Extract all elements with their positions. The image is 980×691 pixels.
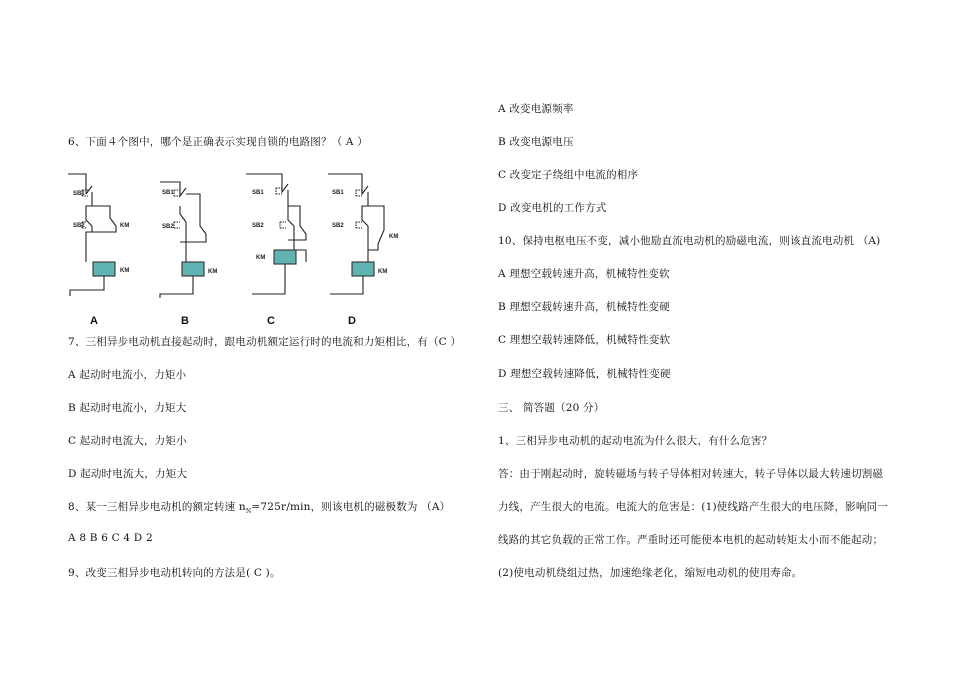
- sb1-label: SB1: [73, 191, 85, 197]
- question-7-option-b: B 起动时电流小，力矩大: [68, 402, 187, 414]
- question-9-option-a: A 改变电源频率: [498, 103, 574, 115]
- question-6: 6、下面４个图中，哪个是正确表示实现自锁的电路图？（ A ）: [68, 136, 368, 148]
- question-8-options: A 8 B 6 C 4 D 2: [68, 532, 153, 544]
- question-7-option-c: C 起动时电流大，力矩小: [68, 435, 187, 447]
- circuit-diagram-b: [160, 182, 217, 298]
- question-10-option-a: A 理想空载转速升高，机械特性变软: [498, 268, 670, 280]
- sb1-label: SB1: [162, 190, 174, 196]
- question-7: 7、三相异步电动机直接起动时，跟电动机额定运行时的电流和力矩相比，有（C ）: [68, 336, 462, 348]
- question-10-option-d: D 理想空载转速降低，机械特性变硬: [498, 368, 671, 380]
- sb2-label: SB2: [73, 223, 85, 229]
- question-8-text: 8、某一三相异步电动机的额定转速 n: [68, 501, 246, 513]
- self-locking-circuit-diagrams: [62, 166, 402, 326]
- question-7-option-a: A 起动时电流小，力矩小: [68, 369, 187, 381]
- km-contact-label: KM: [389, 234, 399, 240]
- km-coil-label: KM: [256, 255, 266, 261]
- sb1-label: SB1: [252, 190, 264, 196]
- question-7-option-d: D 起动时电流大，力矩大: [68, 468, 188, 480]
- question-8: [68, 499, 450, 515]
- question-8-text-end: =725r/min，则该电机的磁极数为 （A）: [251, 501, 451, 513]
- km-coil-label: KM: [120, 268, 130, 274]
- km-coil-label: KM: [378, 269, 388, 275]
- sb1-label: SB1: [332, 190, 344, 196]
- question-8-subscript: N: [245, 508, 252, 516]
- circuit-diagram-a: [68, 174, 129, 296]
- short-answer-1-line-3: 线路的其它负载的正常工作。严重时还可能使本电机的起动转矩太小而不能起动；: [498, 534, 884, 546]
- diagram-letter-c: C: [267, 315, 275, 326]
- question-9-option-c: C 改变定子绕组中电流的相序: [498, 169, 639, 181]
- question-10-option-b: B 理想空载转速升高，机械特性变硬: [498, 301, 670, 313]
- short-answer-1-line-4: (2)使电动机绕组过热，加速绝缘老化，缩短电动机的使用寿命。: [498, 567, 803, 579]
- diagram-letter-d: D: [348, 315, 356, 326]
- circuit-diagram-c: [246, 174, 306, 294]
- question-9: 9、改变三相异步电动机转向的方法是( C )。: [68, 567, 281, 579]
- short-answer-1-line-2: 力线，产生很大的电流。电流大的危害是：(1)使线路产生很大的电压降，影响同一: [498, 501, 888, 513]
- sb2-label: SB2: [332, 223, 344, 229]
- question-9-option-b: B 改变电源电压: [498, 136, 574, 148]
- question-9-option-d: D 改变电机的工作方式: [498, 202, 607, 214]
- short-answer-1-question: 1、三相异步电动机的起动电流为什么很大，有什么危害？: [498, 435, 773, 447]
- section-3-heading: 三、 简答题（20 分）: [498, 402, 605, 414]
- km-coil-label: KM: [208, 269, 218, 275]
- sb2-label: SB2: [162, 224, 174, 230]
- diagram-letter-a: A: [90, 315, 98, 326]
- question-10-option-c: C 理想空载转速降低，机械特性变软: [498, 334, 671, 346]
- question-10: 10、保持电枢电压不变，减小他励直流电动机的励磁电流，则该直流电动机 （A): [498, 235, 881, 247]
- sb2-label: SB2: [252, 223, 264, 229]
- diagram-letter-b: B: [181, 315, 189, 326]
- circuit-diagram-d: [328, 174, 398, 294]
- km-contact-label: KM: [120, 223, 130, 229]
- short-answer-1-line-1: 答：由于刚起动时，旋转磁场与转子导体相对转速大，转子导体以最大转速切割磁: [498, 468, 884, 480]
